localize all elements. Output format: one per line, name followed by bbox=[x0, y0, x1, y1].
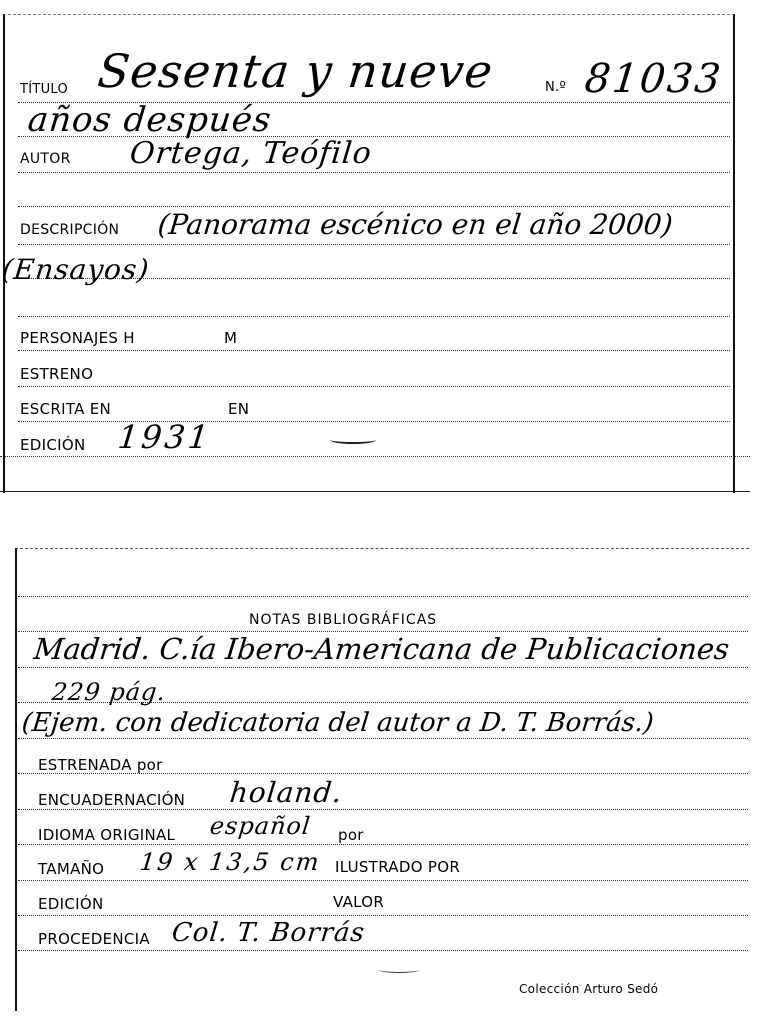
procedencia-value: Col. T. Borrás bbox=[170, 918, 367, 948]
notas-line-2-text: 229 pág. bbox=[50, 678, 168, 706]
escrita-label: ESCRITA EN bbox=[20, 400, 112, 418]
valor-label: VALOR bbox=[333, 893, 385, 911]
procedencia-line bbox=[18, 950, 748, 951]
notas-line-3 bbox=[18, 738, 748, 739]
encuadernacion-value: holand. bbox=[228, 776, 345, 809]
pen-stroke-mark bbox=[330, 436, 376, 444]
edicion-back-line bbox=[18, 915, 748, 916]
personajes-line bbox=[18, 350, 730, 351]
pen-stroke-mark-2 bbox=[378, 966, 420, 973]
autor-line bbox=[18, 172, 730, 173]
procedencia-label: PROCEDENCIA bbox=[38, 930, 150, 948]
edicion-label: EDICIÓN bbox=[20, 436, 86, 454]
notas-line-3-text: (Ejem. con dedicatoria del autor a D. T. Borrás.) bbox=[20, 708, 656, 738]
descripcion-line bbox=[18, 244, 730, 245]
coleccion-stamp: Colección Arturo Sedó bbox=[519, 982, 659, 996]
titulo-label: TÍTULO bbox=[20, 82, 69, 97]
edicion-line bbox=[0, 456, 750, 457]
descripcion-label: DESCRIPCIÓN bbox=[20, 222, 120, 238]
encuadernacion-line bbox=[18, 809, 748, 810]
notas-line-1-text: Madrid. C.ía Ibero-Americana de Publicaciones bbox=[32, 632, 731, 666]
autor-label: AUTOR bbox=[20, 151, 71, 167]
notas-line-1 bbox=[18, 667, 748, 668]
notas-label: NOTAS BIBLIOGRÁFICAS bbox=[249, 612, 438, 628]
tamano-value: 19 x 13,5 cm bbox=[138, 848, 323, 876]
personajes-m-label: M bbox=[224, 329, 238, 347]
blank-line-back-1 bbox=[18, 596, 748, 597]
idioma-label: IDIOMA ORIGINAL bbox=[38, 826, 176, 844]
estrenada-label: ESTRENADA por bbox=[38, 756, 163, 774]
numero-label: N.º bbox=[545, 80, 566, 95]
estreno-label: ESTRENO bbox=[20, 365, 94, 383]
descripcion-value: (Panorama escénico en el año 2000) bbox=[156, 208, 675, 241]
en-label: EN bbox=[228, 400, 250, 418]
titulo-value-line-2: años después bbox=[25, 100, 274, 140]
edicion-value: 1931 bbox=[116, 418, 214, 456]
edicion-back-label: EDICIÓN bbox=[38, 895, 104, 913]
descripcion-value-line-2: (Ensayos) bbox=[0, 253, 152, 286]
autor-value: Ortega, Teófilo bbox=[128, 136, 374, 171]
encuadernacion-label: ENCUADERNACIÓN bbox=[38, 791, 186, 809]
por-label: por bbox=[338, 826, 364, 844]
personajes-label: PERSONAJES H bbox=[20, 329, 135, 347]
blank-line-2 bbox=[18, 316, 730, 317]
titulo-value: Sesenta y nueve bbox=[95, 44, 496, 98]
idioma-line bbox=[18, 844, 748, 845]
idioma-value: español bbox=[208, 812, 313, 840]
numero-value: 81033 bbox=[582, 56, 725, 102]
card-front-bottom-edge bbox=[0, 491, 750, 492]
tamano-line bbox=[18, 880, 748, 881]
estreno-line bbox=[18, 386, 730, 387]
ilustrado-label: ILUSTRADO POR bbox=[335, 858, 461, 876]
tamano-label: TAMAÑO bbox=[38, 860, 105, 878]
blank-line-1 bbox=[18, 206, 730, 207]
